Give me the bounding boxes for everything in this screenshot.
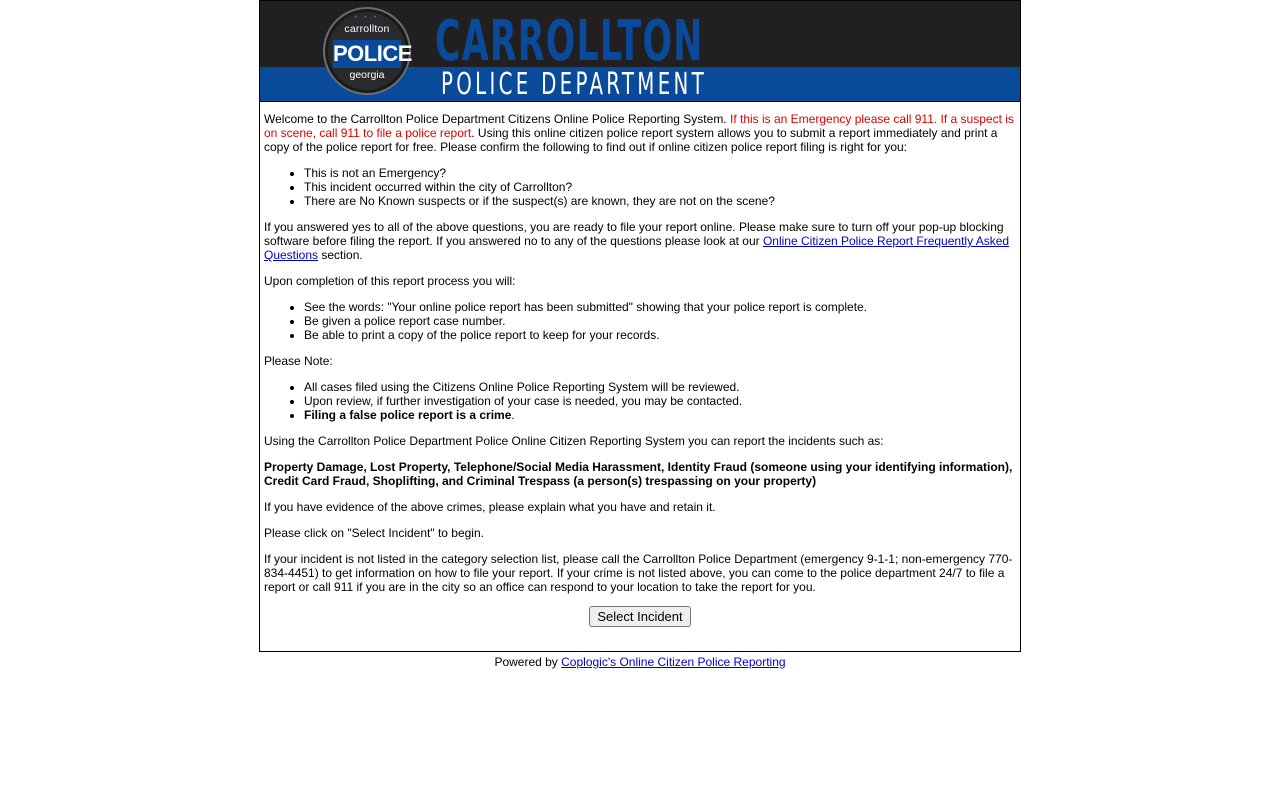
answered-text-2: section. [318,248,363,262]
coplogic-link[interactable]: Coplogic's Online Citizen Police Reporting [561,655,786,669]
answered-paragraph [264,220,1016,262]
footer-prefix: Powered by [494,655,562,669]
department-title: CARROLLTON [435,9,704,74]
note-heading: Please Note: [264,354,333,368]
list-item: • All cases filed using the Citizens Online Police Reporting System will be reviewed. [304,380,1016,394]
page-container [259,0,1021,652]
list-item: • Upon review, if further investigation of your case is needed, you may be contacted. [304,394,1016,408]
false-report-warning: Filing a false police report is a crime [304,408,512,422]
intro-paragraph [264,112,1016,154]
badge-middle-text: POLICE [333,41,412,66]
list-item: • This incident occurred within the city of Carrollton? [304,180,1016,194]
header-banner [260,1,1020,102]
incident-types: Property Damage, Lost Property, Telephone/Social Media Harassment, Identity Fraud (someone using your identifying information), Credit Card Fraud, Shoplifting, and Criminal Trespass (a person(s) trespassing on your property) [264,460,1013,488]
false-report-period: . [511,408,515,422]
intro-text-2: . Using this online citizen police report system allows you to submit a report immediately and print a copy of the police report for free. Please confirm the following to find out if online citizen police report filing is right for you: [264,126,998,154]
incidents-list [264,460,1016,488]
department-subtitle: POLICE DEPARTMENT [441,67,708,102]
badge-bottom-text: georgia [349,69,385,81]
list-item: • See the words: "Your online police report has been submitted" showing that your police report is complete. [304,300,1016,314]
button-row [264,606,1016,627]
list-item [304,408,1016,422]
list-item: • Be able to print a copy of the police report to keep for your records. [304,328,1016,342]
completion-list [264,300,1016,342]
faq-link[interactable]: Online Citizen Police Report Frequently Asked Questions [264,234,1010,262]
list-item: • Be given a police report case number. [304,314,1016,328]
list-item: • This is not an Emergency? [304,166,1016,180]
completion-heading: Upon completion of this report process you will: [264,274,516,288]
police-badge-logo [323,7,411,95]
badge-dots: • • • [354,15,380,21]
badge-top-text: carrollton [344,23,390,35]
answered-text-1: If you answered yes to all of the above questions, you are ready to file your report online. Please make sure to turn off your pop-up blocking software before filing the report. If you answered no to any of the questions please look at our [264,220,1004,248]
evidence-paragraph: If you have evidence of the above crimes, please explain what you have and retain it. [264,500,716,514]
list-item: • There are No Known suspects or if the suspect(s) are known, they are not on the scene? [304,194,1016,208]
note-list [264,380,1016,422]
incidents-intro: Using the Carrollton Police Department Police Online Citizen Reporting System you can report the incidents such as: [264,434,884,448]
intro-text-1: Welcome to the Carrollton Police Department Citizens Online Police Reporting System. [264,112,730,126]
main-content [260,102,1020,651]
emergency-warning: If this is an Emergency please call 911. If a suspect is on scene, call 911 to file a police report [264,112,1014,140]
eligibility-checklist [264,166,1016,208]
footer [259,655,1021,669]
click-prompt: Please click on "Select Incident" to begin. [264,526,484,540]
select-incident-button[interactable]: Select Incident [589,606,690,627]
not-listed-paragraph: If your incident is not listed in the category selection list, please call the Carrollton Police Department (emergency 9-1-1; non-emergency 770-834-4451) to get information on how to file your report. If your crime is not listed above, you can come to the police department 24/7 to file a report or call 911 if you are in the city so an office can respond to your location to take the report for you. [264,552,1013,594]
